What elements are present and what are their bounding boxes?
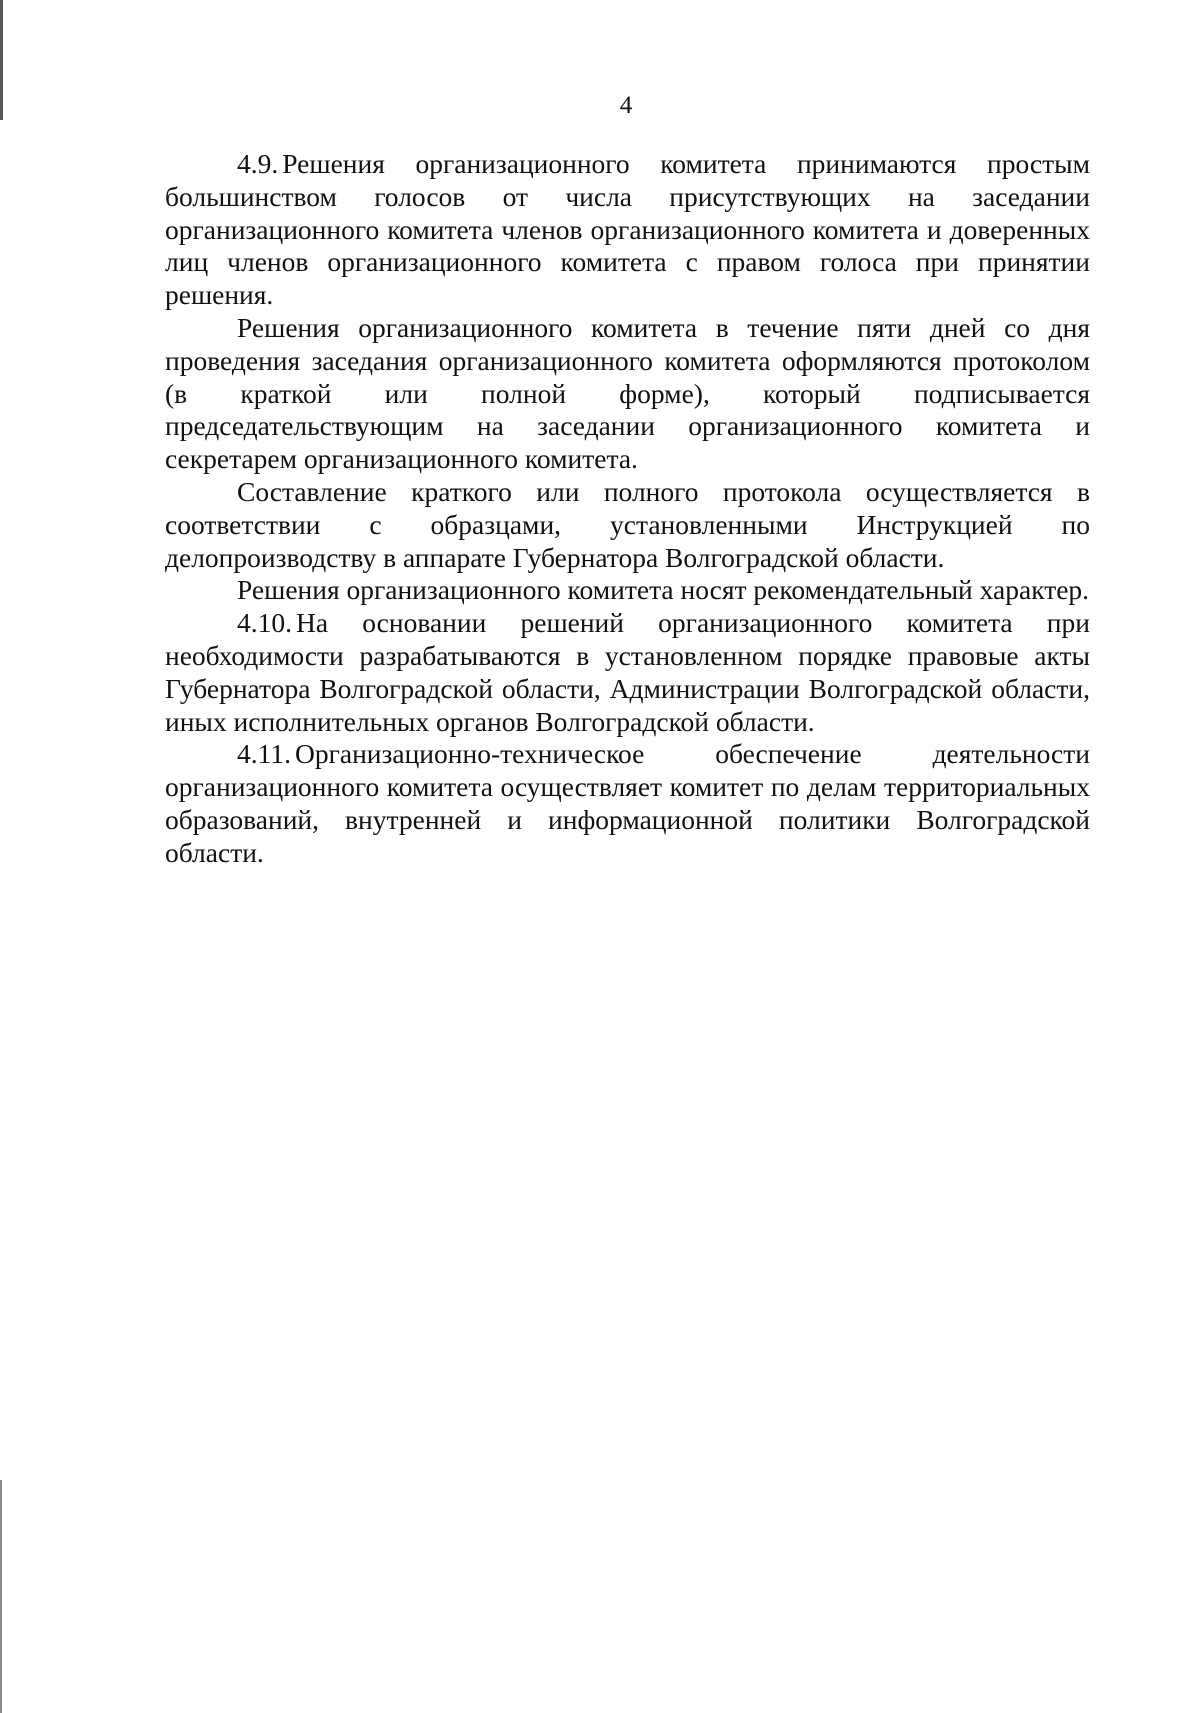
paragraph-4-10 (165, 607, 1090, 738)
paragraph-4-11 (165, 738, 1090, 869)
paragraph-protocol (165, 312, 1090, 476)
paragraph-text: Решения организационного комитета в течение пяти дней со дня проведения заседания организационного комитета оформляются протоколом (в краткой или полной форме), который подписывается председательствующим на заседании организационного комитета и секретарем организационного комитета. (165, 311, 1090, 475)
paragraph-number: 4.9. (237, 148, 279, 179)
page-number: 4 (619, 92, 633, 119)
paragraph-4-9 (165, 148, 1090, 312)
paragraph-protocol-format (165, 476, 1090, 574)
paragraph-number: 4.10. (237, 607, 292, 639)
paragraph-text: Решения организационного комитета принимаются простым большинством голосов от числа присутствующих на заседании организационного комитета членов организационного комитета и доверенных лиц членов организационного комитета с правом голоса при принятии решения. (165, 148, 1090, 311)
paragraph-number: 4.11. (237, 738, 291, 770)
document-body (165, 148, 1090, 870)
paragraph-recommendation (165, 574, 1090, 607)
paragraph-text: На основании решений организационного комитета при необходимости разрабатываются в установленном порядке правовые акты Губернатора Волгоградской области, Администрации Волгоградской области, иных исполнительных органов Волгоградской области. (165, 607, 1090, 737)
paragraph-text: Организационно-техническое обеспечение деятельности организационного комитета осуществляет комитет по делам территориальных образований, внутренней и информационной политики Волгоградской области. (165, 738, 1090, 868)
paragraph-text: Решения организационного комитета носят рекомендательный характер. (237, 574, 1090, 606)
scan-edge-mark (0, 1480, 2, 1713)
paragraph-text: Составление краткого или полного протокола осуществляется в соответствии с образцами, установленными Инструкцией по делопроизводству в аппарате Губернатора Волгоградской области. (165, 475, 1090, 573)
